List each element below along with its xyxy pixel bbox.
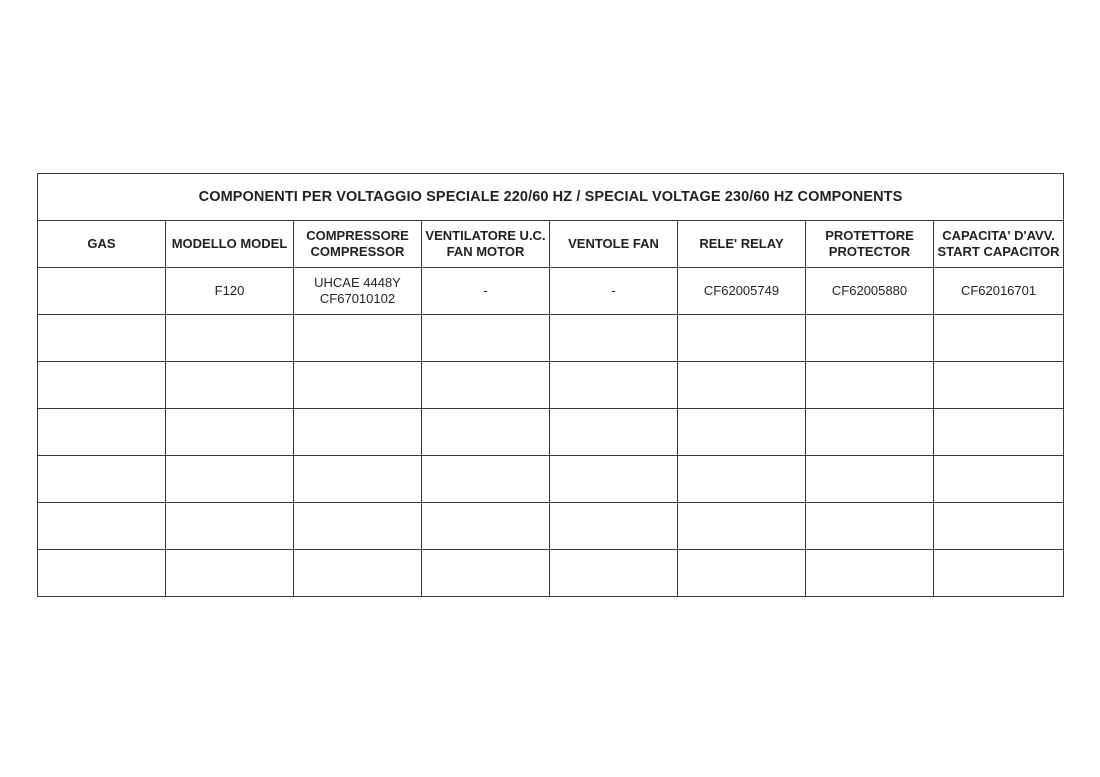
cell-protector: [806, 550, 934, 597]
cell-relay: [678, 268, 806, 315]
cell-start-capacitor: [934, 456, 1064, 503]
cell-gas: [38, 456, 166, 503]
cell-gas: [38, 550, 166, 597]
table-row: [38, 268, 1064, 315]
cell-text-line: FAN MOTOR: [446, 244, 525, 259]
table-row: [38, 409, 1064, 456]
cell-fan-motor: [422, 550, 550, 597]
cell-protector: [806, 503, 934, 550]
cell-fan-motor: [422, 503, 550, 550]
cell-fan: [550, 315, 678, 362]
cell-text-line: CAPACITA' D'AVV.: [942, 228, 1055, 243]
cell-gas: [38, 409, 166, 456]
table-row: [38, 456, 1064, 503]
cell-compressor: [294, 268, 422, 315]
cell-start-capacitor: [934, 315, 1064, 362]
cell-text-line: GAS: [87, 236, 116, 251]
cell-text-line: CF67010102: [319, 291, 396, 306]
cell-fan: [550, 503, 678, 550]
column-header-compressor: [294, 221, 422, 268]
cell-start-capacitor: [934, 503, 1064, 550]
cell-text-line: UHCAE 4448Y: [314, 275, 401, 290]
cell-compressor: [294, 362, 422, 409]
column-header-protector: [806, 221, 934, 268]
cell-text-line: CF62016701: [960, 283, 1037, 298]
cell-fan: [550, 362, 678, 409]
table-row: [38, 362, 1064, 409]
cell-relay: [678, 456, 806, 503]
cell-model: [166, 315, 294, 362]
cell-text-line: START CAPACITOR: [937, 244, 1060, 259]
cell-fan-motor: [422, 456, 550, 503]
cell-fan: [550, 550, 678, 597]
cell-text-line: VENTILATORE U.C.: [425, 228, 546, 243]
cell-fan: [550, 268, 678, 315]
cell-relay: [678, 315, 806, 362]
cell-gas: [38, 315, 166, 362]
cell-fan-motor: [422, 315, 550, 362]
cell-fan: [550, 456, 678, 503]
cell-compressor: [294, 315, 422, 362]
column-header-start-capacitor: [934, 221, 1064, 268]
cell-text-line: -: [611, 283, 616, 298]
cell-compressor: [294, 503, 422, 550]
cell-text-line: PROTECTOR: [828, 244, 911, 259]
cell-protector: [806, 362, 934, 409]
components-table: [37, 173, 1064, 597]
cell-relay: [678, 550, 806, 597]
cell-gas: [38, 362, 166, 409]
column-header-fan-motor: [422, 221, 550, 268]
column-header-fan: [550, 221, 678, 268]
cell-fan-motor: [422, 409, 550, 456]
cell-protector: [806, 456, 934, 503]
cell-text-line: RELE' RELAY: [699, 236, 784, 251]
column-header-model: [166, 221, 294, 268]
table-body: [38, 268, 1064, 597]
cell-text-line: VENTOLE FAN: [568, 236, 659, 251]
cell-model: [166, 503, 294, 550]
table-header-row: [38, 221, 1064, 268]
cell-start-capacitor: [934, 362, 1064, 409]
cell-compressor: [294, 550, 422, 597]
cell-compressor: [294, 409, 422, 456]
cell-text-line: F120: [214, 283, 245, 298]
cell-text-line: -: [483, 283, 488, 298]
table-title-row: [38, 174, 1064, 221]
cell-text-line: COMPRESSORE: [306, 228, 409, 243]
cell-text-line: PROTETTORE: [825, 228, 914, 243]
cell-model: [166, 268, 294, 315]
cell-relay: [678, 503, 806, 550]
table-row: [38, 315, 1064, 362]
cell-text-line: CF62005749: [703, 283, 780, 298]
column-header-gas: [38, 221, 166, 268]
cell-start-capacitor: [934, 550, 1064, 597]
cell-protector: [806, 315, 934, 362]
cell-model: [166, 409, 294, 456]
cell-fan-motor: [422, 362, 550, 409]
cell-protector: [806, 268, 934, 315]
cell-fan-motor: [422, 268, 550, 315]
cell-relay: [678, 409, 806, 456]
cell-start-capacitor: [934, 268, 1064, 315]
table-row: [38, 550, 1064, 597]
table-row: [38, 503, 1064, 550]
cell-start-capacitor: [934, 409, 1064, 456]
cell-text-line: COMPRESSOR: [310, 244, 405, 259]
table-title: COMPONENTI PER VOLTAGGIO SPECIALE 220/60 HZ / SPECIAL VOLTAGE 230/60 HZ COMPONENTS: [38, 174, 1064, 221]
cell-text-line: MODELLO MODEL: [171, 236, 288, 251]
cell-model: [166, 456, 294, 503]
cell-fan: [550, 409, 678, 456]
cell-model: [166, 362, 294, 409]
cell-text-line: CF62005880: [831, 283, 908, 298]
cell-gas: [38, 503, 166, 550]
cell-compressor: [294, 456, 422, 503]
column-header-relay: [678, 221, 806, 268]
cell-model: [166, 550, 294, 597]
cell-relay: [678, 362, 806, 409]
cell-gas: [38, 268, 166, 315]
cell-protector: [806, 409, 934, 456]
